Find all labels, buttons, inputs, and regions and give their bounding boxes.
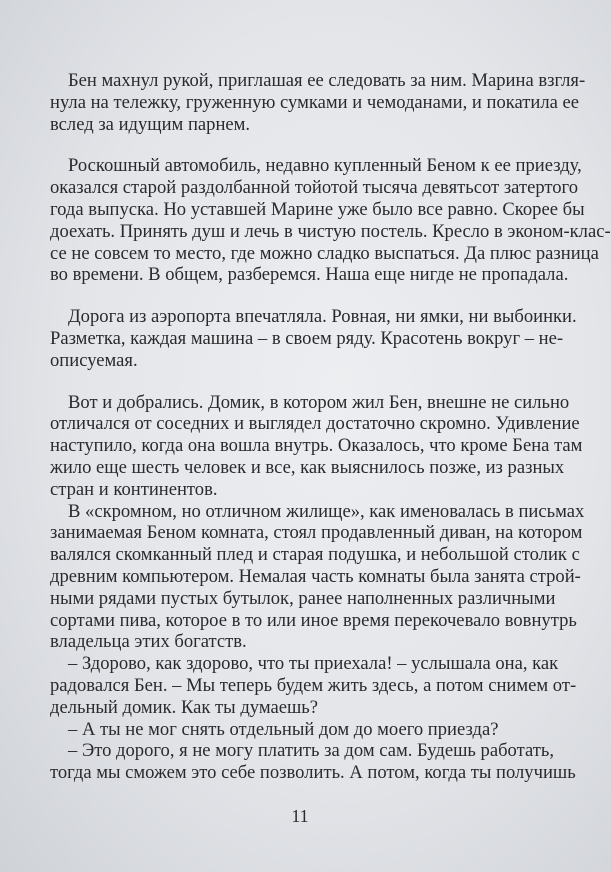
text-line: Дорога из аэропорта впечатляла. Ровная, ни ямки, ни выбоинки. xyxy=(68,306,577,328)
text-line: вслед за идущим парнем. xyxy=(50,113,251,135)
text-line: се не совсем то место, где можно сладко выспаться. Да плюс разница xyxy=(50,242,599,264)
text-line: года выпуска. Но уставшей Марине уже было все равно. Скорее бы xyxy=(50,198,585,220)
text-line: – Это дорого, я не могу платить за дом сам. Будешь работать, xyxy=(68,740,554,762)
text-line: древним компьютером. Немалая часть комнаты была занята строй- xyxy=(50,565,581,587)
text-line: стран и континентов. xyxy=(50,478,218,500)
paragraph xyxy=(50,70,586,135)
paragraph xyxy=(50,719,548,741)
text-line: Роскошный автомобиль, недавно купленный Беном к ее приезду, xyxy=(68,155,582,177)
book-page-text xyxy=(50,70,611,784)
paragraph xyxy=(50,500,585,654)
text-line: владельца этих богатств. xyxy=(50,631,247,653)
text-line: оказался старой раздолбанной тойотой тысяча девятьсот затертого xyxy=(50,177,579,199)
text-line: наступило, когда она вошла внутрь. Оказалось, что кроме Бена там xyxy=(50,435,583,457)
text-line: – Здорово, как здорово, что ты приехала! – услышала она, как xyxy=(68,653,559,675)
paragraph xyxy=(50,155,611,286)
text-line: сортами пива, которое в то или иное время перекочевало вовнутрь xyxy=(50,609,577,631)
text-line: отличался от соседних и выглядел достаточно скромно. Удивление xyxy=(50,413,580,435)
paragraph xyxy=(50,306,577,371)
text-line: жило еще шесть человек и все, как выяснилось позже, из разных xyxy=(50,456,565,478)
text-line: Бен махнул рукой, приглашая ее следовать за ним. Марина взгля- xyxy=(68,70,586,91)
text-line: – А ты не мог снять отдельный дом до моего приезда? xyxy=(68,718,499,740)
text-line: во времени. В общем, разберемся. Наша еще нигде не пропадала. xyxy=(50,264,569,286)
paragraph xyxy=(50,740,576,784)
text-line: Вот и добрались. Домик, в котором жил Бен, внешне не сильно xyxy=(68,391,570,413)
text-line: В «скромном, но отличном жилище», как именовалась в письмах xyxy=(68,500,585,522)
page-number: 11 xyxy=(291,806,309,826)
text-line: нула на тележку, груженную сумками и чемоданами, и покатила ее xyxy=(50,91,580,113)
text-line: описуемая. xyxy=(50,349,138,371)
text-line: ными рядами пустых бутылок, ранее наполненных различными xyxy=(50,587,556,609)
paragraph xyxy=(50,653,577,718)
text-line: радовался Бен. – Мы теперь будем жить здесь, а потом снимем от- xyxy=(50,674,577,696)
text-line: занимаемая Беном комната, стоял продавленный диван, на котором xyxy=(50,522,583,544)
text-line: Разметка, каждая машина – в своем ряду. Красотень вокруг – не- xyxy=(50,327,564,349)
text-line: валялся скомканный плед и старая подушка, и небольшой столик с xyxy=(50,544,580,566)
text-line: тогда мы сможем это себе позволить. А потом, когда ты получишь xyxy=(50,762,576,784)
text-line: доехать. Принять душ и лечь в чистую постель. Кресло в эконом-клас- xyxy=(50,220,611,242)
paragraph xyxy=(50,391,583,501)
text-line: дельный домик. Как ты думаешь? xyxy=(50,696,319,718)
